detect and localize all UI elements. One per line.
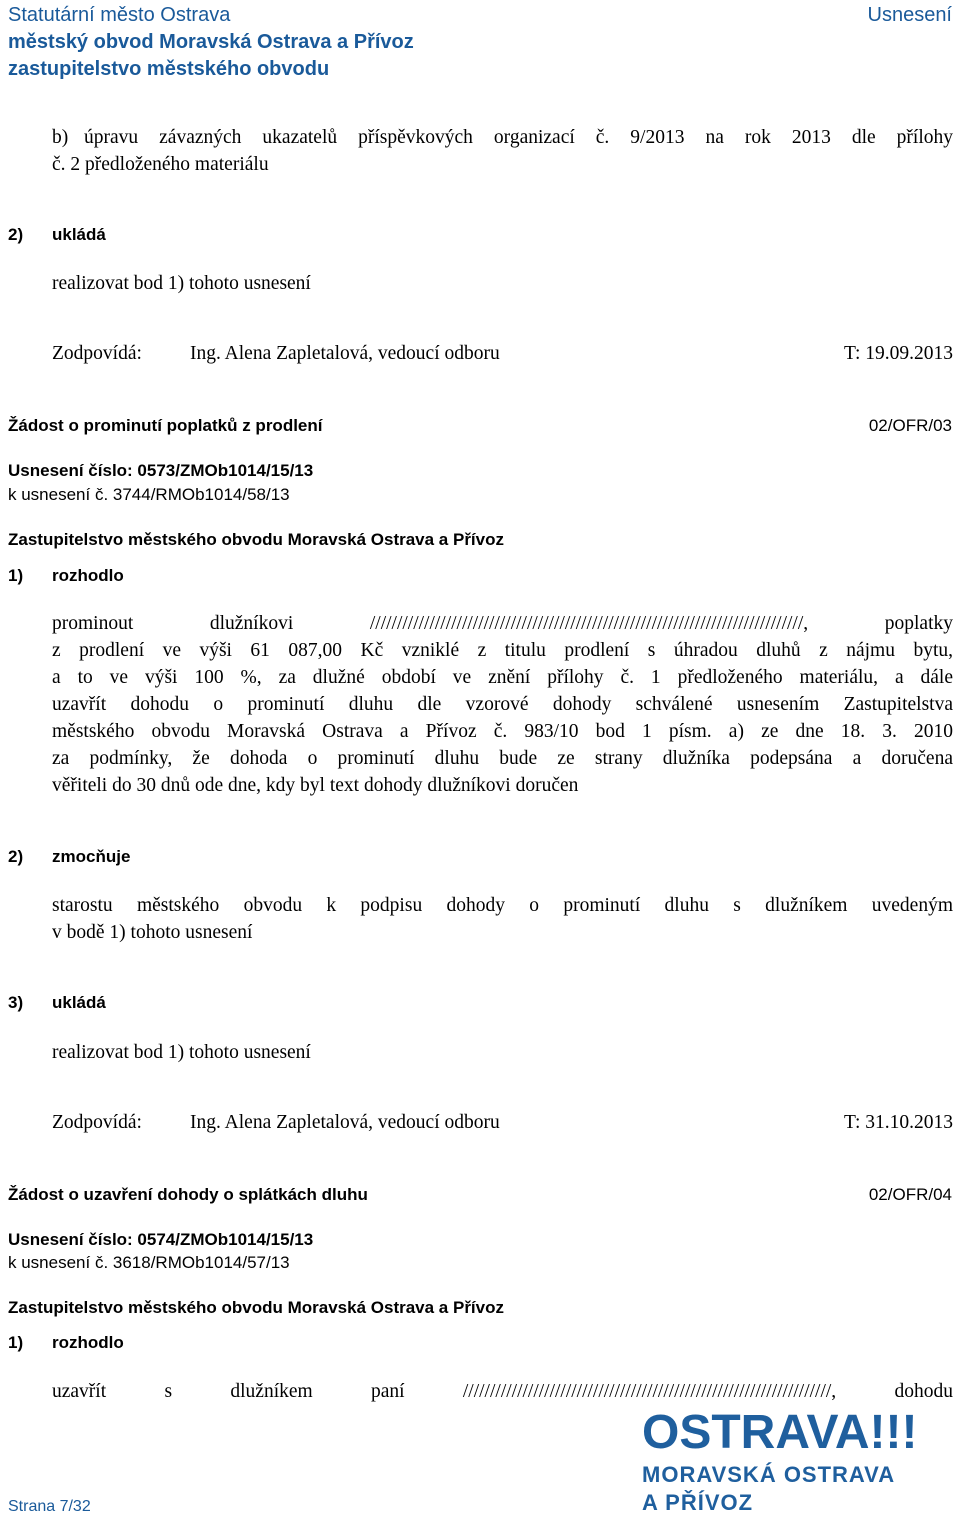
s1-code: 02/OFR/03: [868, 416, 952, 435]
s1-p1-text: [52, 610, 953, 799]
logo-line2: MORAVSKÁ OSTRAVA: [642, 1462, 896, 1487]
s1-resp-label: Zodpovídá:: [52, 1112, 142, 1133]
prev-p2-text: realizovat bod 1) tohoto usnesení: [52, 273, 311, 294]
s2-code: 02/OFR/04: [868, 1185, 952, 1204]
s1-p3-num: 3): [8, 993, 24, 1012]
s1-p1-line: a to ve výši 100 %, za dlužné období ve znění přílohy č. 1 předloženého materiálu, a dále: [52, 667, 953, 688]
s1-body: Zastupitelstvo městského obvodu Moravská Ostrava a Přívoz: [8, 530, 504, 549]
item-b-line1-row: [52, 124, 953, 151]
s1-ref: k usnesení č. 3744/RMOb1014/58/13: [8, 485, 290, 504]
s1-resp-person: Ing. Alena Zapletalová, vedoucí odboru: [190, 1112, 500, 1133]
item-b-line1: úpravu závazných ukazatelů příspěvkových organizací č. 9/2013 na rok 2013 dle přílohy: [84, 127, 953, 148]
s2-number: Usnesení číslo: 0574/ZMOb1014/15/13: [8, 1230, 314, 1249]
s1-p1-line-last: věřiteli do 30 dnů ode dne, kdy byl text dohody dlužníkovi doručen: [52, 775, 579, 796]
s1-p3-text: realizovat bod 1) tohoto usnesení: [52, 1042, 311, 1063]
s2-p1-num: 1): [8, 1333, 24, 1352]
s1-p2-line1: starostu městského obvodu k podpisu dohody o prominutí dluhu s dlužníkem uvedeným: [52, 895, 953, 916]
s2-title: Žádost o uzavření dohody o splátkách dluhu: [8, 1185, 368, 1204]
s1-title: Žádost o prominutí poplatků z prodlení: [8, 416, 323, 435]
s1-p1-line: z prodlení ve výši 61 087,00 Kč vzniklé z titulu prodlení s úhradou dluhů z nájmu bytu,: [52, 640, 953, 661]
s1-p2-verb: zmocňuje: [52, 847, 131, 866]
s1-p3-verb: ukládá: [52, 993, 106, 1012]
header-doc-type: Usnesení: [867, 4, 952, 26]
header-council: zastupitelstvo městského obvodu: [8, 58, 330, 80]
prev-responsibility: [52, 343, 953, 365]
page-number: Strana 7/32: [8, 1498, 91, 1515]
prev-resp-label: Zodpovídá:: [52, 343, 142, 364]
s1-number: Usnesení číslo: 0573/ZMOb1014/15/13: [8, 461, 314, 480]
s1-p1-line: za podmínky, že dohoda o prominutí dluhu bude ze strany dlužníka podepsána a doručena: [52, 748, 953, 769]
s2-ref: k usnesení č. 3618/RMOb1014/57/13: [8, 1253, 290, 1272]
s1-p1-verb: rozhodlo: [52, 566, 124, 585]
item-b-label: b): [52, 127, 69, 148]
s1-p2-text: [52, 892, 953, 946]
prev-resp-person: Ing. Alena Zapletalová, vedoucí odboru: [190, 343, 500, 364]
prev-resp-term: T: 19.09.2013: [844, 343, 953, 364]
s1-p2-line2: v bodě 1) tohoto usnesení: [52, 922, 253, 943]
header-district: městský obvod Moravská Ostrava a Přívoz: [8, 31, 414, 53]
s1-p1-line: městského obvodu Moravská Ostrava a Přívoz č. 983/10 bod 1 písm. a) ze dne 18. 3. 2010: [52, 721, 953, 742]
s1-p1-line: prominout dlužníkovi ////////////////////////////////////////////////////////////////////////////////, poplatky: [52, 613, 953, 634]
s1-p1-num: 1): [8, 566, 24, 585]
logo-line1: OSTRAVA!!!: [642, 1406, 918, 1459]
prev-p2-verb: ukládá: [52, 225, 106, 244]
logo-line3: A PŘÍVOZ: [642, 1490, 754, 1515]
s2-body: Zastupitelstvo městského obvodu Moravská Ostrava a Přívoz: [8, 1298, 504, 1317]
prev-p2-num: 2): [8, 225, 24, 244]
s1-resp-term: T: 31.10.2013: [844, 1112, 953, 1133]
s2-p1-line1: uzavřít s dlužníkem paní ////////////////////////////////////////////////////////////////////, dohodu: [52, 1381, 953, 1402]
s1-responsibility: [52, 1112, 953, 1134]
header-city: Statutární město Ostrava: [8, 4, 231, 26]
s1-p1-line: uzavřít dohodu o prominutí dluhu dle vzorové dohody schválené usnesením Zastupitelstva: [52, 694, 953, 715]
item-b-line2: č. 2 předloženého materiálu: [52, 154, 269, 175]
s2-p1-verb: rozhodlo: [52, 1333, 124, 1352]
s1-p2-num: 2): [8, 847, 24, 866]
